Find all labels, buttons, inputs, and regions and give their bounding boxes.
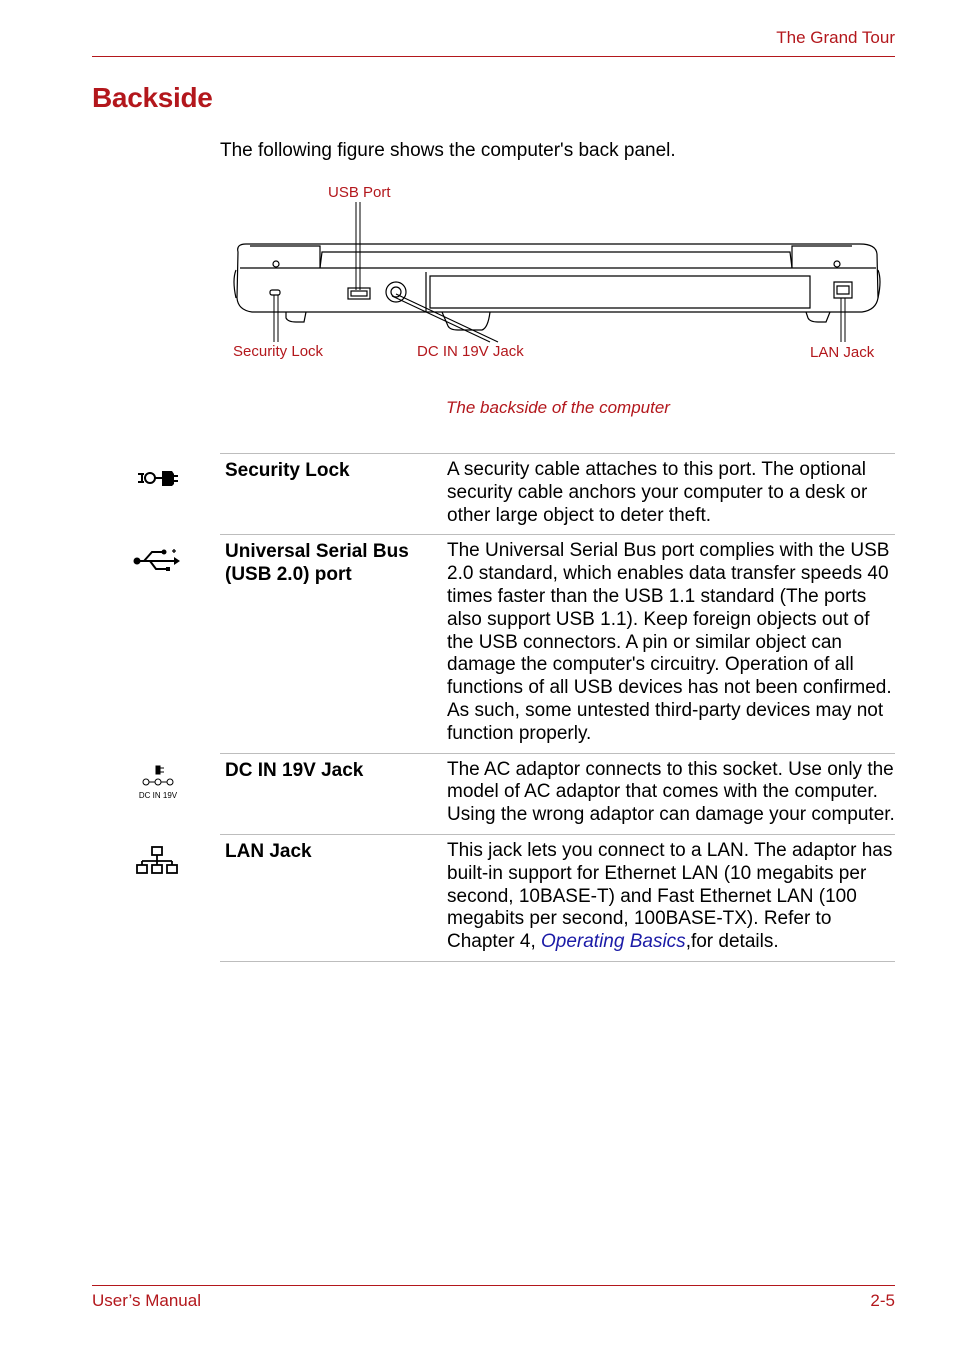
dc-in-icon [128,764,188,804]
figure-caption: The backside of the computer [446,398,670,417]
operating-basics-link[interactable]: Operating Basics [541,931,686,953]
description-text: This jack lets you connect to a LAN. The adaptor has built-in support for Ethernet LAN (10 megabits per second, 10BASE-T) and Fast Ethernet LAN (100 megabits per second, 100BASE-TX). Refer to Chapter 4, [447,839,893,953]
port-row-usb [220,534,895,752]
port-description [447,835,895,961]
ports-table [0,453,954,962]
lan-jack-label: LAN Jack [810,344,875,361]
port-row-dc-in [138,753,895,834]
port-name: Security Lock [225,460,350,481]
lan-icon [128,843,188,883]
dc-in-icon-label: DC IN 19V [138,790,178,800]
usb-port-label: USB Port [328,184,391,201]
intro-text: The following figure shows the computer's back panel. [220,140,676,161]
security-lock-label: Security Lock [233,343,324,360]
page-title: Backside [92,82,213,113]
description-text-end: ,for details. [685,931,779,953]
port-row-lan [220,834,895,962]
port-description: The AC adaptor connects to this socket. Use only the model of AC adaptor that comes with the computer. Using the wrong adaptor can damage your computer. [447,758,895,826]
back-panel-figure [220,180,900,380]
port-name: Universal Serial Bus (USB 2.0) port [225,541,409,586]
port-description: A security cable attaches to this port. The optional security cable anchors your computer to a desk or other large object to deter theft. [447,459,868,526]
header-section-title: The Grand Tour [776,28,895,47]
port-row-security-lock [220,453,895,534]
footer-rule [92,1285,895,1286]
port-description: The Universal Serial Bus port complies with the USB 2.0 standard, which enables data transfer speeds 40 times faster than the USB 1.1 standard (The ports also support USB 1.1). Keep foreign objects out of the USB connectors. A pin or similar object can damage the computer's circuitry. Operation of all functions of all USB devices has not been confirmed. As such, some untested third-party devices may not function properly. [447,540,892,744]
port-name: LAN Jack [225,840,312,862]
security-lock-icon [128,462,188,502]
usb-icon [128,543,188,583]
dc-in-label: DC IN 19V Jack [417,343,524,360]
port-name: DC IN 19V Jack [225,759,364,781]
header-rule [92,56,895,57]
footer-manual-title: User’s Manual [92,1291,201,1310]
footer-page-number: 2-5 [870,1291,895,1310]
